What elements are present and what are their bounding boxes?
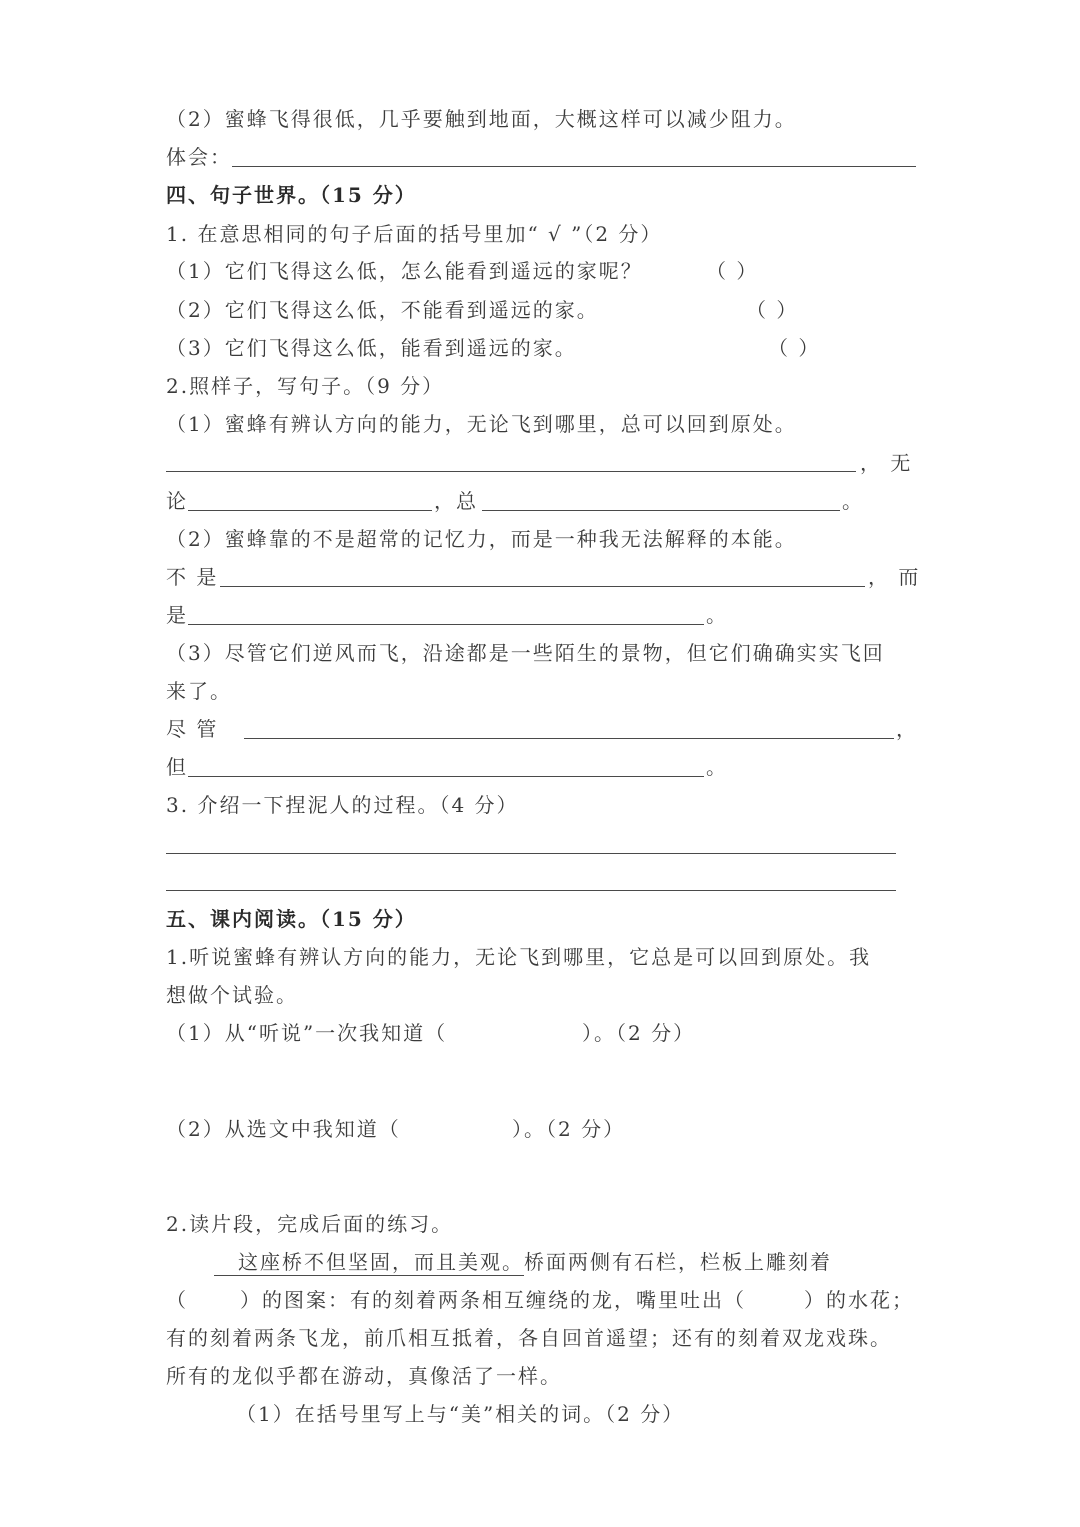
passage-line-2 [166,1287,914,1313]
s5-q2-title: 2.读片段，完成后面的练习。 [166,1212,454,1236]
s5-q1-line-b: 想做个试验。 [166,983,298,1007]
s4-q2-e2-shi: 是 [166,603,188,627]
s5-q1-2-prefix: （2）从选文中我知道（ [166,1117,401,1141]
s4-q3-title: 3. 介绍一下捏泥人的过程。（4 分） [166,793,519,817]
s4-q2-e3-end: 。 [706,755,728,779]
answer-line[interactable] [166,890,896,891]
s4-q2-e2-er: ， 而 [868,565,921,589]
answer-line[interactable] [188,624,704,625]
s5-q1-2-suffix: ）。（2 分） [512,1117,626,1141]
section-5-heading: 五、课内阅读。（15 分） [166,907,417,931]
check-paren-3[interactable]: （ ） [768,336,821,360]
answer-line[interactable] [244,738,894,739]
tihui-label: 体会： [166,145,232,169]
passage-line-3: 有的刻着两条飞龙，前爪相互抵着，各自回首遥望；还有的刻着双龙戏珠。 [166,1326,892,1350]
passage-line-2-mid: ）的图案：有的刻着两条相互缠绕的龙，嘴里吐出（ [240,1288,746,1312]
answer-line[interactable] [220,586,865,587]
s4-q2-e1-zong: ，总 [434,489,478,513]
check-paren-1[interactable]: （ ） [706,259,759,283]
underlined-sentence: 这座桥不但坚固，而且美观。 [214,1250,524,1276]
s4-q2-e2-bushi: 不 是 [166,565,219,589]
passage-line-4: 所有的龙似乎都在游动，真像活了一样。 [166,1364,562,1388]
answer-line[interactable] [482,510,840,511]
s4-q2-example-3a: （3）尽管它们逆风而飞，沿途都是一些陌生的景物，但它们确确实实飞回 [166,641,885,665]
s4-q2-e1-lun: 论 [166,489,188,513]
s5-q1-1-prefix: （1）从“听说”一次我知道（ [166,1021,448,1045]
s4-q2-e2-end: 。 [706,603,728,627]
s4-q2-example-1: （1）蜜蜂有辨认方向的能力，无论飞到哪里，总可以回到原处。 [166,412,797,436]
s4-q1-item-2: （2）它们飞得这么低，不能看到遥远的家。 [166,298,599,322]
passage-line-2-end: ）的水花； [804,1288,914,1312]
check-paren-2[interactable]: （ ） [746,298,799,322]
section-4-heading: 四、句子世界。（15 分） [166,183,417,207]
s5-q1-line-a: 1.听说蜜蜂有辨认方向的能力，无论飞到哪里，它总是可以回到原处。我 [166,945,872,969]
s4-q2-e1-end: 。 [842,489,864,513]
s4-q1-title: 1. 在意思相同的句子后面的括号里加“ √ ”（2 分） [166,222,663,246]
s4-q2-e3-jinguan: 尽 管 [166,717,219,741]
question-3-2: （2）蜜蜂飞得很低，几乎要触到地面，大概这样可以减少阻力。 [166,107,797,131]
s4-q2-example-2: （2）蜜蜂靠的不是超常的记忆力，而是一种我无法解释的本能。 [166,527,797,551]
s5-q1-1-suffix: ）。（2 分） [582,1021,696,1045]
answer-line[interactable] [188,776,704,777]
answer-line[interactable] [232,166,916,167]
s4-q2-e3-dan: 但 [166,755,188,779]
answer-line[interactable] [188,510,432,511]
answer-line[interactable] [166,471,856,472]
passage-line-1-rest: 桥面两侧有石栏，栏板上雕刻着 [524,1250,832,1274]
s5-q2-sub1: （1）在括号里写上与“美”相关的词。（2 分） [236,1402,685,1426]
s4-q2-title: 2.照样子，写句子。（9 分） [166,374,445,398]
answer-line[interactable] [166,853,896,854]
s4-q1-item-3: （3）它们飞得这么低，能看到遥远的家。 [166,336,577,360]
s4-q1-item-1: （1）它们飞得这么低，怎么能看到遥远的家呢？ [166,259,643,283]
passage-line-1 [214,1249,832,1275]
s4-q2-example-3b: 来了。 [166,679,232,703]
s4-q2-e3-comma: ， [896,717,918,741]
s4-q2-e1-wu: ， 无 [860,451,913,475]
blank-paren-open-1: （ [166,1288,188,1312]
